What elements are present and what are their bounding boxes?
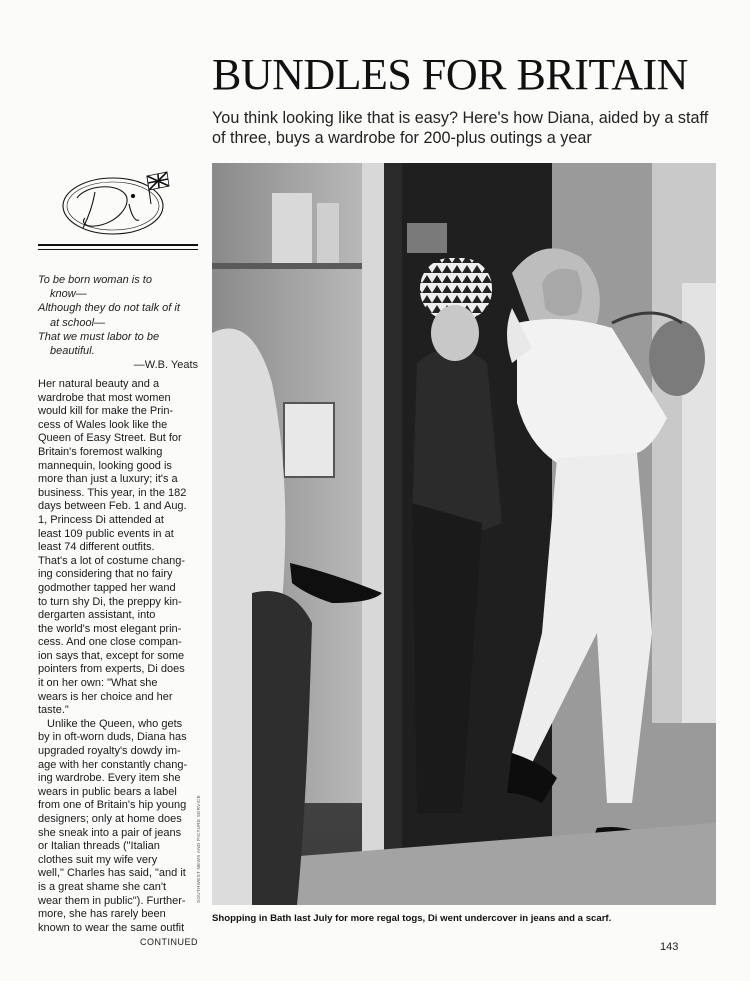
body-line: ing considering that no fairy (38, 568, 173, 581)
body-line: age with her constantly chang- (38, 758, 188, 771)
body-line: known to wear the same outfit (38, 921, 185, 934)
page-number: 143 (660, 941, 679, 953)
headline: BUNDLES FOR BRITAIN (212, 50, 688, 99)
body-line: 1, Princess Di attended at (38, 513, 164, 526)
body-line: business. This year, in the 182 (38, 486, 187, 499)
body-line: she sneak into a pair of jeans (38, 826, 182, 839)
body-line: more than just a luxury; it's a (38, 473, 178, 486)
photo-caption: Shopping in Bath last July for more regal togs, Di went undercover in jeans and a scarf. (212, 913, 612, 924)
body-line: taste." (38, 704, 69, 717)
subhead: You think looking like that is easy? Here's how Diana, aided by a staff of three, buys a wardrobe for 200-plus outings a year (212, 109, 709, 147)
body-line: Unlike the Queen, who gets (47, 717, 183, 730)
body-line: it on her own: "What she (38, 677, 158, 690)
body-line: ing wardrobe. Every item she (38, 772, 181, 785)
body-line: cess. And one close compan- (38, 636, 182, 649)
divider-rule-thin (38, 249, 198, 250)
continued-label: CONTINUED (140, 937, 198, 948)
epigraph-line: beautiful. (50, 345, 95, 358)
body-line: by in oft-worn duds, Diana has (38, 731, 187, 744)
body-line: least 74 different outfits. (38, 541, 155, 554)
body-line: Her natural beauty and a (38, 378, 160, 390)
body-line: Britain's foremost walking (38, 445, 163, 458)
body-line: upgraded royalty's dowdy im- (38, 745, 181, 758)
epigraph-line: That we must labor to be (38, 330, 160, 343)
body-line: That's a lot of costume chang- (38, 554, 186, 567)
body-line: godmother tapped her wand (38, 581, 176, 594)
body-line: dergarten assistant, into (38, 609, 156, 622)
di-logo (55, 168, 183, 240)
body-line: wear them in public"). Further- (38, 894, 186, 907)
epigraph-line: To be born woman is to (38, 274, 152, 286)
body-line: is a great shame she can't (38, 880, 167, 893)
body-line: days between Feb. 1 and Aug. (38, 500, 187, 513)
epigraph-line: Although they do not talk of it (38, 302, 180, 315)
body-line: Queen of Easy Street. But for (38, 432, 182, 445)
body-line: designers; only at home does (38, 813, 182, 825)
body-line: mannequin, looking good is (38, 459, 172, 472)
body-line: wears is her choice and her (38, 690, 173, 703)
body-line: least 109 public events in at (38, 527, 174, 540)
epigraph-line: know— (50, 288, 87, 301)
body-text (38, 378, 198, 950)
body-line: cess of Wales look like the (38, 418, 168, 431)
photo (212, 163, 716, 905)
epigraph (38, 273, 198, 372)
body-line: from one of Britain's hip young (38, 799, 187, 812)
body-line: more, she has rarely been (38, 908, 166, 921)
body-line: wears in public bears a label (38, 785, 177, 798)
divider-rule (38, 244, 198, 246)
logo-text: Di (55, 168, 56, 169)
body-line: or Italian threads ("Italian (38, 840, 160, 853)
body-line: the world's most elegant prin- (38, 622, 182, 635)
body-line: would kill for make the Prin- (38, 405, 174, 418)
body-line: clothes suit my wife very (38, 853, 158, 866)
photo-credit: SOUTHWEST NEWS AND PICTURE SERVICE (196, 794, 201, 903)
epigraph-line: at school— (50, 316, 106, 329)
body-line: ion says that, except for some (38, 649, 185, 662)
body-line: wardrobe that most women (38, 391, 171, 404)
body-line: to turn shy Di, the preppy kin- (38, 595, 182, 608)
body-line: well," Charles has said, "and it (38, 867, 186, 880)
epigraph-attribution: —W.B. Yeats (133, 359, 198, 372)
body-line: pointers from experts, Di does (38, 663, 185, 676)
